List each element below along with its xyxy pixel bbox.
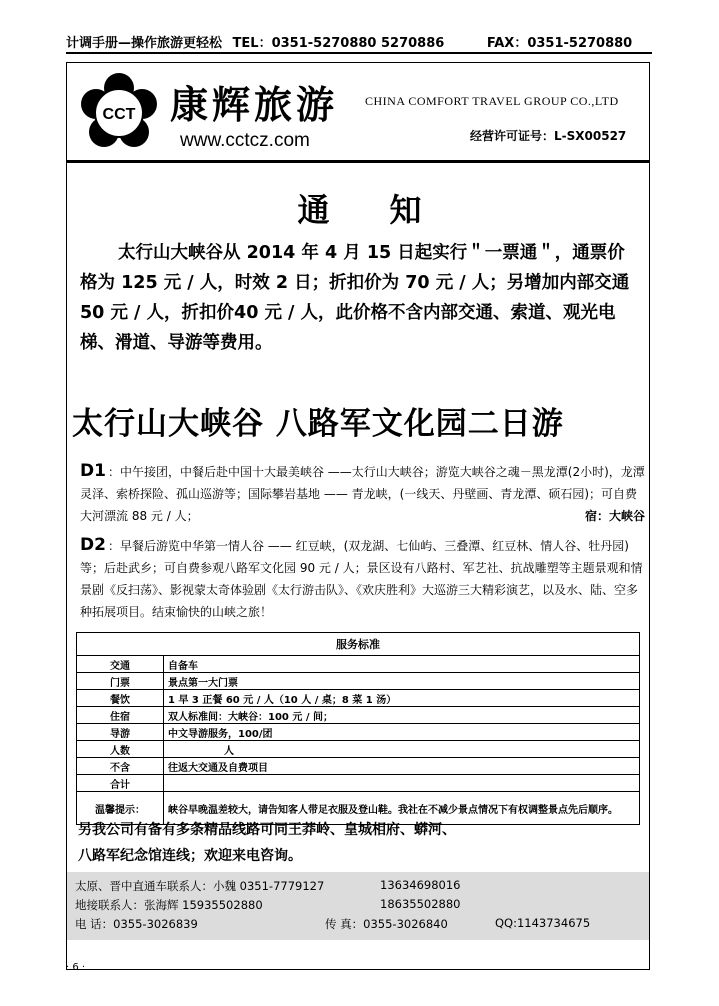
table-row: 人数 人 (77, 741, 640, 758)
service-standard-table (76, 632, 640, 825)
promo-line: 八路军纪念馆连线；欢迎来电咨询。 (78, 848, 302, 864)
header-bar (66, 32, 652, 54)
fax: FAX：0351-5270880 (486, 36, 633, 51)
website-link[interactable]: www.cctcz.com (180, 130, 310, 151)
logo-text: CCT (102, 106, 136, 123)
brand-name-cn: 康辉旅游 (170, 82, 339, 127)
service-table-title: 服务标准 (77, 633, 640, 656)
table-row: 住宿 双人标准间：大峡谷：100 元 / 间； (77, 707, 640, 724)
notice-body (80, 238, 640, 358)
table-row: 门票 景点第一大门票 (77, 673, 640, 690)
promo-line: 另我公司有备有多条精品线路可同王莽岭、皇城相府、蟒河、 (78, 822, 456, 838)
day-label: D1 (80, 461, 106, 481)
table-row: 合计 (77, 775, 640, 792)
table-row: 餐饮 1 早 3 正餐 60 元 / 人（10 人 / 桌；8 菜 1 汤） (77, 690, 640, 707)
route-title: 太行山大峡谷 八路军文化园二日游 (72, 406, 564, 442)
tel: TEL：0351-5270880 5270886 (232, 36, 445, 51)
itinerary-day-2 (80, 534, 645, 623)
table-row: 温馨提示： 峡谷早晚温差较大，请告知客人带足衣服及登山鞋。我社在不减少景点情况下有权调整景点先后顺序。 (77, 792, 640, 825)
notice-title: 通知 (297, 191, 482, 229)
table-row: 不含 往返大交通及自费项目 (77, 758, 640, 775)
table-row: 交通 自备车 (77, 656, 640, 673)
day-text: ：中午接团，中餐后赴中国十大最美峡谷 ——太行山大峡谷；游览大峡谷之魂－黑龙潭(2小时)，龙潭灵泽、索桥探险、孤山巡游等；国际攀岩基地 —— 青龙峡，(一线天、丹壁画、青龙潭、硕石园)；可自费大河漂流 88 元 / 人； (80, 465, 645, 523)
table-row: 导游 中文导游服务，100/团 (77, 724, 640, 741)
page-number: · 6 · (66, 962, 86, 973)
header-divider (67, 160, 649, 163)
itinerary-day-1 (80, 460, 645, 527)
cct-logo (78, 72, 160, 154)
day-stay: 宿：大峡谷 (584, 509, 645, 523)
day-text: ：早餐后游览中华第一情人谷 —— 红豆峡，(双龙湖、七仙屿、三叠潭、红豆林、情人谷、牡丹园)等；后赴武乡；可自费参观八路军文化园 90 元 / 人；景区设有八路村、军艺社、抗战雕塑等主题景观和情景剧《反扫荡》、影视蒙太奇体验剧《太行游击队》、《欢庆胜利》大巡游三大精彩演艺，以及水、陆、空多种拓展项目。结束愉快的山峡之旅！ (80, 539, 643, 619)
contact-box: 太原、晋中直通车联系人：小魏 0351-7779127 13634698016 地接联系人：张海辉 15935502880 18635502880 电 话：0355-3026839 传 真：0355-3026840 QQ:1143734675 (67, 872, 649, 940)
brand-name-en: CHINA COMFORT TRAVEL GROUP CO.,LTD (365, 94, 619, 108)
notice-text: 太行山大峡谷从 2014 年 4 月 15 日起实行＂一票通＂，通票价格为 125 元 / 人，时效 2 日；折扣价为 70 元 / 人；另增加内部交通 50 元 / 人，折扣价40 元 / 人，此价格不含内部交通、索道、观光电梯、滑道、导游等费用。 (80, 243, 630, 353)
license-number: 经营许可证号：L-SX00527 (470, 129, 627, 143)
slogan: 计调手册—操作旅游更轻松 (66, 36, 223, 51)
day-label: D2 (80, 535, 106, 555)
